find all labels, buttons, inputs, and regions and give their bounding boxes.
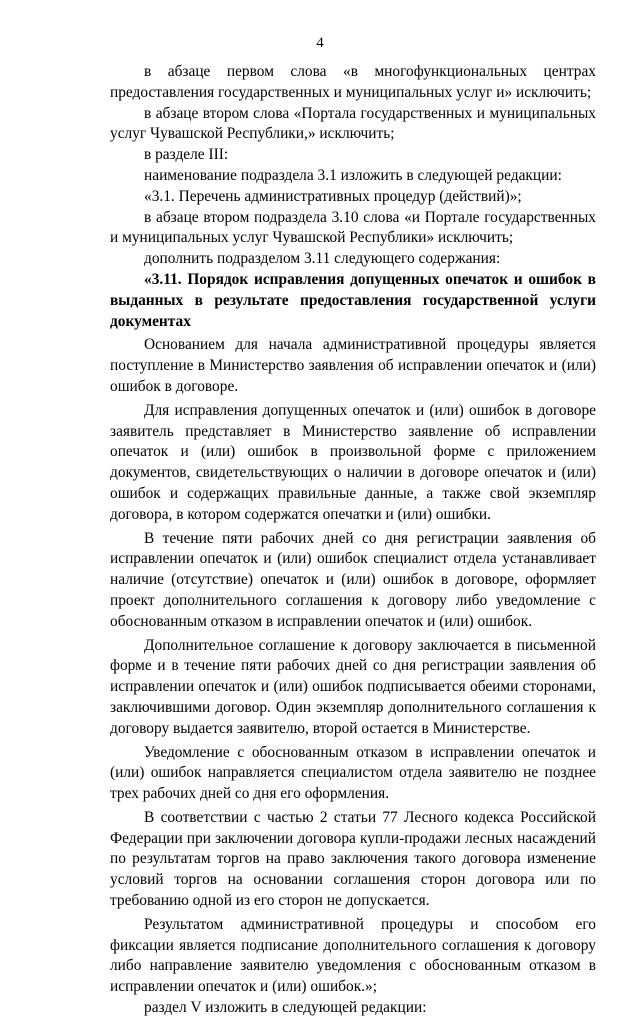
paragraph: В соответствии с частью 2 статьи 77 Лесного кодекса Российской Федерации при заключении договора купли-продажи лесных насаждений по результатам торгов на право заключения такого договора изменение условий торгов на основании соглашения сторон договора или по требованию одной из его сторон не допускается. bbox=[110, 808, 596, 910]
paragraph: Уведомление с обоснованным отказом в исправлении опечаток и (или) ошибок направляется специалистом отдела заявителю не позднее трех рабочих дней со дня его оформления. bbox=[110, 743, 596, 803]
paragraph: В течение пяти рабочих дней со дня регистрации заявления об исправлении опечаток и (или) ошибок специалист отдела устанавливает наличие (отсутствие) опечаток и (или) ошибок в договоре, оформляет проект дополнительного соглашения к договору либо уведомление с обоснованным отказом в исправлении опечаток и (или) ошибок. bbox=[110, 529, 596, 630]
paragraph: Результатом административной процедуры и способом его фиксации является подписание дополнительного соглашения к договору либо направление заявителю уведомления с обоснованным отказом в исправлении опечаток и (или) ошибок.»; bbox=[110, 915, 596, 996]
paragraph: в абзаце первом слова «в многофункциональных центрах предоставления государственных и муниципальных услуг и» исключить; bbox=[110, 63, 596, 101]
paragraph: «3.1. Перечень административных процедур (действий)»; bbox=[144, 187, 522, 205]
paragraph: Основанием для начала административной процедуры является поступление в Министерство заявления об исправлении опечаток и (или) ошибок в договоре. bbox=[110, 336, 596, 395]
section-heading: «3.11. Порядок исправления допущенных опечаток и ошибок в выданных в результате предоставления государственной услуги документах bbox=[110, 270, 596, 330]
page-number: 4 bbox=[316, 35, 324, 51]
paragraph: раздел V изложить в следующей редакции: bbox=[144, 999, 427, 1017]
document-body bbox=[110, 62, 596, 1019]
paragraph: Дополнительное соглашение к договору заключается в письменной форме и в течение пяти рабочих дней со дня регистрации заявления об исправлении опечаток и (или) ошибок подписывается обеими сторонами, заключившими договор. Один экземпляр дополнительного соглашения к договору выдается заявителю, второй остается в Министерстве. bbox=[110, 636, 596, 737]
paragraph: в абзаце втором подраздела 3.10 слова «и Портале государственных и муниципальных услуг Чувашской Республики» исключить; bbox=[110, 208, 596, 247]
paragraph: в разделе III: bbox=[144, 146, 229, 164]
paragraph: в абзаце втором слова «Портала государственных и муниципальных услуг Чувашской Республики,» исключить; bbox=[110, 104, 596, 143]
paragraph: дополнить подразделом 3.11 следующего содержания: bbox=[144, 250, 501, 268]
paragraph: наименование подраздела 3.1 изложить в следующей редакции: bbox=[144, 166, 562, 184]
paragraph: Для исправления допущенных опечаток и (или) ошибок в договоре заявитель представляет в Министерство заявление об исправлении опечаток и (или) ошибок в произвольной форме с приложением документов, свидетельствующих о наличии в договоре опечаток и (или) ошибок и содержащих правильные данные, а также свой экземпляр договора, в котором содержатся опечатки и (или) ошибки. bbox=[110, 401, 596, 523]
